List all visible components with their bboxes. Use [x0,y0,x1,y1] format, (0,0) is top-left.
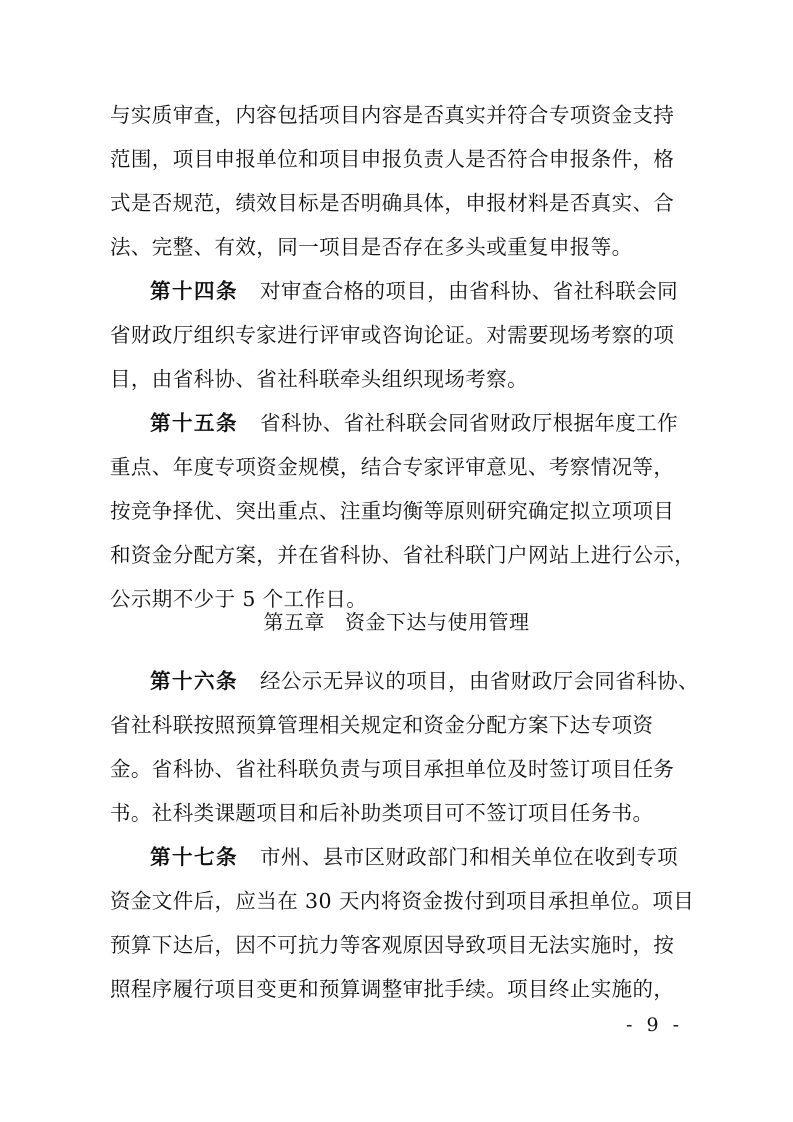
article-14-first-line [150,271,686,311]
body-line: 目，由省科协、省社科联牵头组织现场考察。 [110,367,528,391]
article-16-first-line [150,661,699,701]
body-line: 照程序履行项目变更和预算调整审批手续。项目终止实施的， [110,977,675,1001]
article-15-text: 省科协、省社科联会同省财政厅根据年度工作 [260,411,678,435]
article-17-label: 第十七条 [150,845,238,869]
article-16-text: 经公示无异议的项目，由省财政厅会同省科协、 [260,669,699,693]
page-number: - 9 - [626,1014,684,1036]
chapter-heading [0,600,793,644]
body-line: 预算下达后，因不可抗力等客观原因导致项目无法实施时，按 [110,933,675,957]
article-17-first-line [150,837,686,877]
article-17-text: 市州、县市区财政部门和相关单位在收到专项 [260,845,678,869]
article-15-label: 第十五条 [150,411,238,435]
body-line: 金。省科协、省社科联负责与项目承担单位及时签订项目任务 [110,757,675,781]
body-line: 式是否规范，绩效目标是否明确具体，申报材料是否真实、合 [110,191,675,215]
body-line: 重点、年度专项资金规模，结合专家评审意见、考察情况等， [110,455,675,479]
article-15-first-line [150,403,686,443]
body-line: 与实质审查，内容包括项目内容是否真实并符合专项资金支持 [110,103,675,127]
body-line: 资金文件后，应当在 30 天内将资金拨付到项目承担单位。项目 [110,889,695,913]
body-line: 和资金分配方案，并在省科协、省社科联门户网站上进行公示， [110,543,696,567]
article-16-label: 第十六条 [150,669,238,693]
body-line: 法、完整、有效，同一项目是否存在多头或重复申报等。 [110,235,633,259]
article-14-label: 第十四条 [150,279,238,303]
body-line: 范围，项目申报单位和项目申报负责人是否符合申报条件，格 [110,147,675,171]
body-line: 按竞争择优、突出重点、注重均衡等原则研究确定拟立项项目 [110,499,675,523]
article-14-text: 对审查合格的项目，由省科协、省社科联会同 [260,279,678,303]
chapter-number: 第五章 [263,610,325,634]
body-line: 省财政厅组织专家进行评审或咨询论证。对需要现场考察的项 [110,323,675,347]
chapter-title: 资金下达与使用管理 [345,610,530,634]
body-line: 书。社科类课题项目和后补助类项目可不签订项目任务书。 [110,801,654,825]
body-line: 省社科联按照预算管理相关规定和资金分配方案下达专项资 [110,713,654,737]
body-line: 公示期不少于 5 个工作日。 [110,587,368,611]
